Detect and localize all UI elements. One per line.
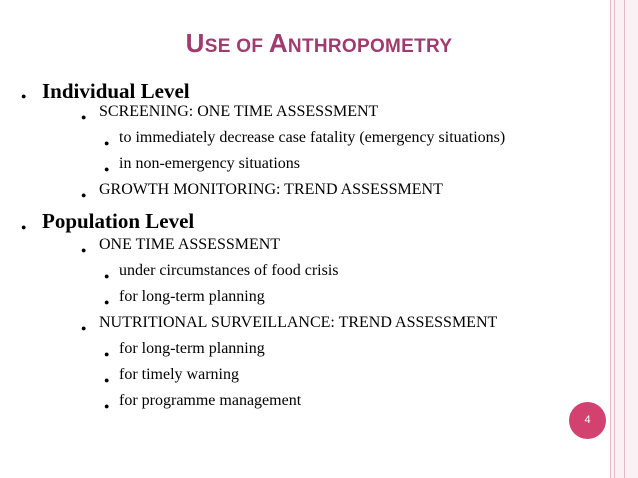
list-item: GROWTH MONITORING: TREND ASSESSMENT (99, 181, 443, 198)
bullet-icon: ● (21, 222, 27, 232)
list-item: to immediately decrease case fatality (emergency situations) (119, 129, 506, 146)
list-item: under circumstances of food crisis (119, 262, 339, 279)
list-item: for programme management (119, 392, 302, 409)
bullet-icon: ● (81, 245, 87, 255)
slide-title: USE OF ANTHROPOMETRY (185, 28, 453, 58)
bullet-icon: ● (104, 164, 110, 174)
bullet-icon: ● (81, 190, 87, 200)
section-heading: Population Level (42, 209, 195, 233)
bullet-icon: ● (104, 401, 110, 411)
list-item: for timely warning (119, 366, 239, 383)
bullet-icon: ● (104, 375, 110, 385)
bullet-icon: ● (81, 323, 87, 333)
decorative-rule (614, 0, 615, 478)
list-item: for long-term planning (119, 340, 265, 357)
bullet-icon: ● (21, 91, 27, 101)
list-item: SCREENING: ONE TIME ASSESSMENT (99, 103, 379, 120)
list-item: ONE TIME ASSESSMENT (99, 236, 281, 253)
bullet-icon: ● (104, 297, 110, 307)
bullet-icon: ● (104, 138, 110, 148)
section-heading: Individual Level (42, 79, 190, 103)
list-item: for long-term planning (119, 288, 265, 305)
decorative-rule (610, 0, 611, 478)
page-number-badge: 4 (569, 402, 606, 439)
list-item: in non-emergency situations (119, 155, 300, 172)
bullet-icon: ● (104, 349, 110, 359)
list-item: NUTRITIONAL SURVEILLANCE: TREND ASSESSMENT (99, 314, 498, 331)
decorative-rule (624, 0, 625, 478)
bullet-icon: ● (81, 112, 87, 122)
bullet-icon: ● (104, 271, 110, 281)
